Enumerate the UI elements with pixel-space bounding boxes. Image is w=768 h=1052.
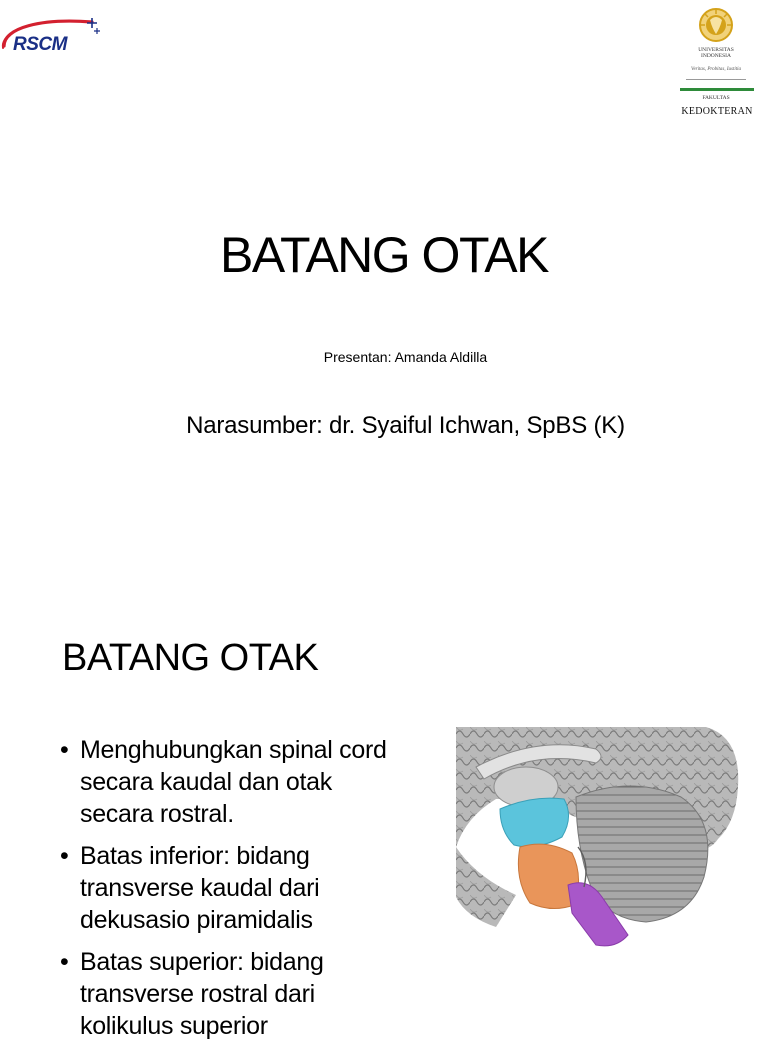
university-line-2: INDONESIA xyxy=(701,53,731,59)
slide-title: BATANG OTAK xyxy=(220,227,548,283)
faculty-label: FAKULTAS xyxy=(702,95,730,101)
rscm-logo xyxy=(0,12,110,56)
list-item xyxy=(60,840,400,936)
bullet-list xyxy=(60,734,400,1052)
university-name xyxy=(678,47,754,59)
university-motto: Veritas, Probitas, Iustitia xyxy=(690,67,742,72)
logo-divider xyxy=(686,79,746,80)
makara-emblem-icon xyxy=(697,6,735,46)
bullet-glyph: • xyxy=(60,842,69,870)
bullet-glyph: • xyxy=(60,948,69,976)
list-item xyxy=(60,946,400,1042)
content-slide xyxy=(0,592,768,1040)
presenter-line: Presentan: Amanda Aldilla xyxy=(323,349,488,365)
content-slide-title: BATANG OTAK xyxy=(62,637,319,679)
universitas-indonesia-logo xyxy=(678,6,758,122)
title-slide xyxy=(0,0,768,439)
bullet-text: Menghubungkan spinal cord secara kaudal dan otak secara rostral. xyxy=(80,736,387,828)
university-line-1: UNIVERSITAS xyxy=(698,47,734,53)
brainstem-midsagittal-section-icon xyxy=(456,727,741,952)
logo-green-bar xyxy=(680,88,754,91)
bullet-glyph: • xyxy=(60,736,69,764)
list-item xyxy=(60,734,400,830)
faculty-name: KEDOKTERAN xyxy=(681,106,753,117)
bullet-text: Batas superior: bidang transverse rostral dari kolikulus superior xyxy=(80,948,324,1040)
rscm-logo-text: RSCM xyxy=(13,34,67,55)
speaker-line: Narasumber: dr. Syaiful Ichwan, SpBS (K) xyxy=(186,412,625,439)
bullet-text: Batas inferior: bidang transverse kaudal dari dekusasio piramidalis xyxy=(80,842,320,934)
brainstem-figure xyxy=(456,727,741,952)
